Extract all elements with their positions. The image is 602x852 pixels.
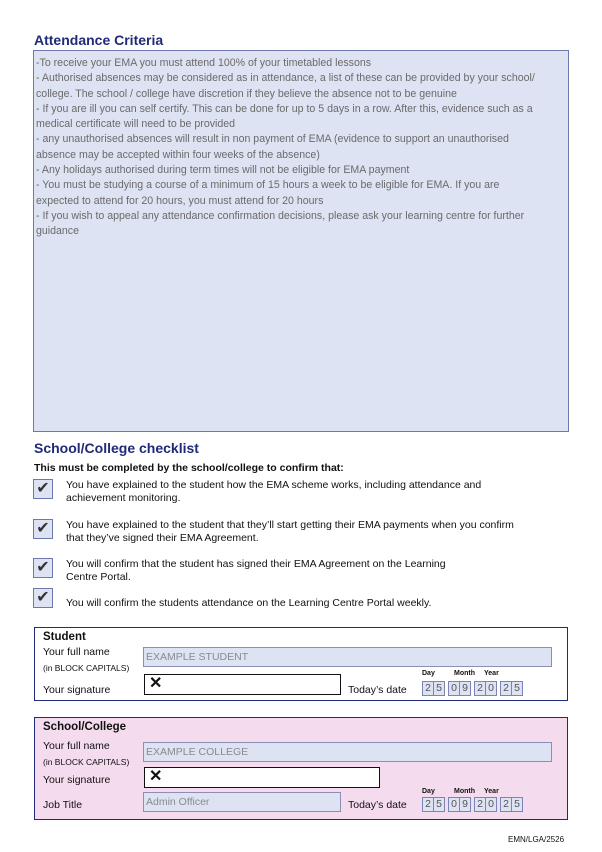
block-capitals-label: (in BLOCK CAPITALS) bbox=[43, 663, 130, 673]
checklist-item bbox=[33, 479, 573, 503]
student-panel bbox=[34, 627, 568, 701]
checklist-item-text bbox=[66, 597, 566, 610]
date-digit-box[interactable]: 5 bbox=[511, 797, 523, 812]
criteria-line: medical certificate will need to be provided bbox=[36, 118, 236, 131]
college-date-field[interactable] bbox=[422, 797, 547, 812]
college-panel-title: School/College bbox=[43, 721, 127, 733]
criteria-line: - If you are ill you can self certify. This can be done for up to 5 days in a row. After this, evidence such as a bbox=[36, 102, 533, 115]
checklist-intro: This must be completed by the school/college to confirm that: bbox=[34, 462, 344, 474]
student-signature-field[interactable]: ✕ bbox=[144, 674, 341, 695]
checklist-text-line: You have explained to the student how the EMA scheme works, including attendance and bbox=[66, 479, 482, 491]
criteria-line: absence may be accepted within four weeks of the absence) bbox=[36, 148, 320, 161]
date-digit-box[interactable]: 0 bbox=[485, 797, 497, 812]
checkbox-checked[interactable]: ✔ bbox=[33, 519, 53, 539]
criteria-line: -To receive your EMA you must attend 100% of your timetabled lessons bbox=[36, 57, 372, 69]
date-digit-box[interactable]: 5 bbox=[511, 681, 523, 696]
criteria-line: - If you wish to appeal any attendance confirmation decisions, please ask your learning centre for further bbox=[36, 209, 525, 222]
college-full-name-field[interactable]: EXAMPLE COLLEGE bbox=[143, 742, 552, 762]
college-signature-field[interactable]: ✕ bbox=[144, 767, 380, 788]
checklist-item-text bbox=[66, 558, 566, 583]
checklist-item-text bbox=[66, 519, 566, 544]
checkbox-checked[interactable]: ✔ bbox=[33, 479, 53, 499]
day-heading: Day bbox=[422, 788, 435, 795]
checklist-text-line: achievement monitoring. bbox=[66, 491, 181, 504]
criteria-line: - Any holidays authorised during term times will not be eligible for EMA payment bbox=[36, 164, 410, 177]
date-digit-box[interactable]: 9 bbox=[459, 681, 471, 696]
date-digit-box[interactable]: 2 bbox=[474, 797, 486, 812]
date-digit-box[interactable]: 2 bbox=[500, 797, 512, 812]
college-panel bbox=[34, 717, 568, 820]
student-date-field[interactable] bbox=[422, 681, 547, 696]
checklist-title: School/College checklist bbox=[34, 440, 199, 456]
criteria-line: - Authorised absences may be considered as in attendance, a list of these can be provided by your school/ bbox=[36, 72, 535, 85]
date-digit-box[interactable]: 0 bbox=[448, 797, 460, 812]
month-heading: Month bbox=[454, 670, 475, 677]
criteria-line: guidance bbox=[36, 225, 80, 238]
signature-label: Your signature bbox=[43, 774, 111, 786]
criteria-line: - any unauthorised absences will result in non payment of EMA (evidence to support an unauthorised bbox=[36, 133, 509, 146]
month-heading: Month bbox=[454, 788, 475, 795]
criteria-line: college. The school / college have discretion if they believe the absence not to be genuine bbox=[36, 87, 457, 100]
attendance-criteria-textarea[interactable] bbox=[33, 50, 569, 432]
job-title-label: Job Title bbox=[43, 799, 83, 811]
attendance-criteria-title: Attendance Criteria bbox=[34, 32, 164, 48]
checkbox-checked[interactable]: ✔ bbox=[33, 558, 53, 578]
signature-label: Your signature bbox=[43, 684, 111, 696]
checklist-text-line: You will confirm that the student has signed their EMA Agreement on the Learning bbox=[66, 558, 446, 570]
year-heading: Year bbox=[484, 788, 499, 795]
date-digit-box[interactable]: 0 bbox=[448, 681, 460, 696]
date-headings bbox=[422, 670, 552, 680]
date-digit-box[interactable]: 0 bbox=[485, 681, 497, 696]
date-digit-box[interactable]: 2 bbox=[422, 681, 434, 696]
checklist-text-line: that they’ve signed their EMA Agreement. bbox=[66, 531, 259, 544]
checklist-text-line: You will confirm the students attendance on the Learning Centre Portal weekly. bbox=[66, 597, 432, 609]
checklist-text-line: You have explained to the student that they’ll start getting their EMA payments when you confirm bbox=[66, 519, 514, 531]
student-panel-title: Student bbox=[43, 631, 86, 643]
checkbox-checked[interactable]: ✔ bbox=[33, 588, 53, 608]
checklist-item-text bbox=[66, 479, 566, 504]
full-name-label: Your full name bbox=[43, 740, 110, 752]
date-digit-box[interactable]: 2 bbox=[422, 797, 434, 812]
checklist-text-line: Centre Portal. bbox=[66, 570, 131, 583]
date-digit-box[interactable]: 2 bbox=[500, 681, 512, 696]
checklist-item bbox=[33, 558, 573, 582]
date-digit-box[interactable]: 2 bbox=[474, 681, 486, 696]
todays-date-label: Today’s date bbox=[348, 684, 407, 696]
form-reference-code: EMN/LGA/2526 bbox=[508, 835, 565, 844]
checklist-item bbox=[33, 588, 573, 612]
date-digit-box[interactable]: 5 bbox=[433, 681, 445, 696]
date-digit-box[interactable]: 5 bbox=[433, 797, 445, 812]
day-heading: Day bbox=[422, 670, 435, 677]
criteria-line: - You must be studying a course of a minimum of 15 hours a week to be eligible for EMA. If you are bbox=[36, 179, 500, 192]
checklist-item bbox=[33, 519, 573, 543]
student-full-name-field[interactable]: EXAMPLE STUDENT bbox=[143, 647, 552, 667]
year-heading: Year bbox=[484, 670, 499, 677]
date-digit-box[interactable]: 9 bbox=[459, 797, 471, 812]
full-name-label: Your full name bbox=[43, 646, 110, 658]
criteria-line: expected to attend for 20 hours, you must attend for 20 hours bbox=[36, 194, 324, 207]
job-title-field[interactable]: Admin Officer bbox=[143, 792, 341, 812]
todays-date-label: Today’s date bbox=[348, 799, 407, 811]
block-capitals-label: (in BLOCK CAPITALS) bbox=[43, 757, 130, 767]
